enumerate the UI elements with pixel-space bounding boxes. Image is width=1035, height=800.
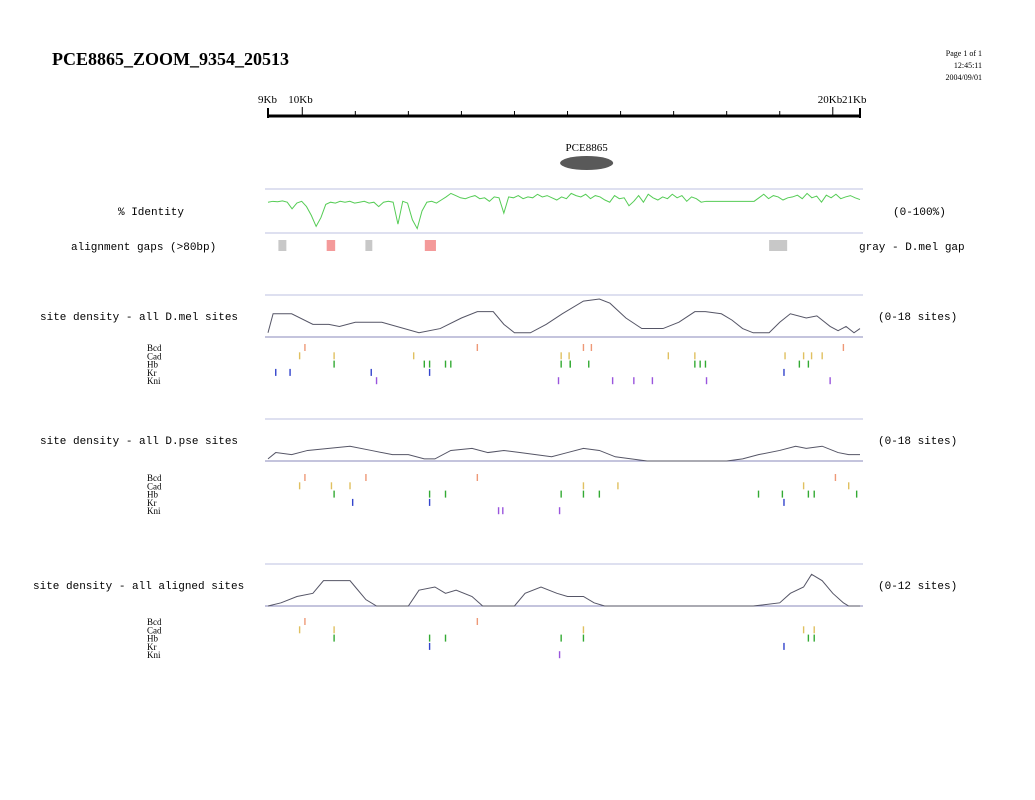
factor-label-kni: Kni	[147, 506, 161, 517]
ruler-label-10kb: 10Kb	[288, 94, 313, 106]
feature-label: PCE8865	[565, 142, 608, 154]
identity-line	[268, 193, 860, 228]
feature-ellipse[interactable]	[560, 156, 613, 170]
identity-range: (0-100%)	[893, 207, 946, 219]
page-info: Page 1 of 1	[945, 49, 982, 58]
panel-aligned-range: (0-12 sites)	[878, 581, 958, 593]
factor-label-cad: Cad	[147, 351, 162, 362]
factor-label-kni: Kni	[147, 650, 161, 661]
identity-label: % Identity	[118, 207, 185, 219]
factor-label-hb: Hb	[147, 633, 158, 644]
panel-dmel-label: site density - all D.mel sites	[40, 312, 239, 324]
panel-dmel	[40, 295, 957, 386]
factor-label-kr: Kr	[147, 367, 157, 378]
ruler-label-20kb: 20Kb	[817, 94, 843, 106]
identity-track	[118, 189, 946, 233]
panel-dpse-range: (0-18 sites)	[878, 436, 958, 448]
factor-label-kr: Kr	[147, 497, 157, 508]
print-date: 2004/09/01	[945, 73, 982, 82]
panel-dpse-plot	[265, 419, 863, 461]
panel-dmel-factors	[147, 343, 843, 386]
density-line	[268, 446, 860, 461]
coordinate-ruler	[258, 94, 867, 118]
panel-dpse-label: site density - all D.pse sites	[40, 436, 239, 448]
alignment-gap-red	[327, 240, 335, 251]
ruler-label-start: 9Kb	[258, 94, 277, 106]
alignment-gap-gray	[278, 240, 286, 251]
ruler-ticks	[268, 107, 860, 118]
density-line	[268, 299, 860, 333]
factor-label-cad: Cad	[147, 625, 162, 636]
panel-dpse	[40, 419, 957, 516]
feature-pce8865[interactable]	[560, 142, 613, 170]
print-time: 12:45:11	[953, 61, 982, 70]
factor-label-bcd: Bcd	[147, 343, 162, 353]
factor-label-hb: Hb	[147, 489, 158, 500]
alignment-gap-red	[425, 240, 436, 251]
gaps-label: alignment gaps (>80bp)	[71, 242, 217, 254]
factor-label-hb: Hb	[147, 359, 158, 370]
panel-aligned-label: site density - all aligned sites	[33, 581, 245, 593]
panel-dpse-factors	[147, 473, 857, 516]
factor-label-kr: Kr	[147, 641, 157, 652]
ruler-label-end: 21Kb	[842, 94, 867, 106]
identity-plot	[265, 189, 863, 233]
factor-label-kni: Kni	[147, 376, 161, 387]
gaps-plot	[278, 240, 787, 251]
panel-dmel-range: (0-18 sites)	[878, 312, 958, 324]
gaps-legend: gray - D.mel gap	[859, 242, 965, 254]
panel-aligned-factors	[147, 617, 814, 660]
factor-label-cad: Cad	[147, 481, 162, 492]
panel-dmel-plot	[265, 295, 863, 337]
page-title: PCE8865_ZOOM_9354_20513	[52, 49, 289, 69]
factor-label-bcd: Bcd	[147, 617, 162, 627]
alignment-gap-gray	[769, 240, 787, 251]
factor-label-bcd: Bcd	[147, 473, 162, 483]
panel-aligned	[33, 564, 957, 660]
density-line	[268, 574, 860, 606]
gaps-track	[71, 240, 965, 254]
panel-aligned-plot	[265, 564, 863, 606]
alignment-gap-gray	[365, 240, 372, 251]
